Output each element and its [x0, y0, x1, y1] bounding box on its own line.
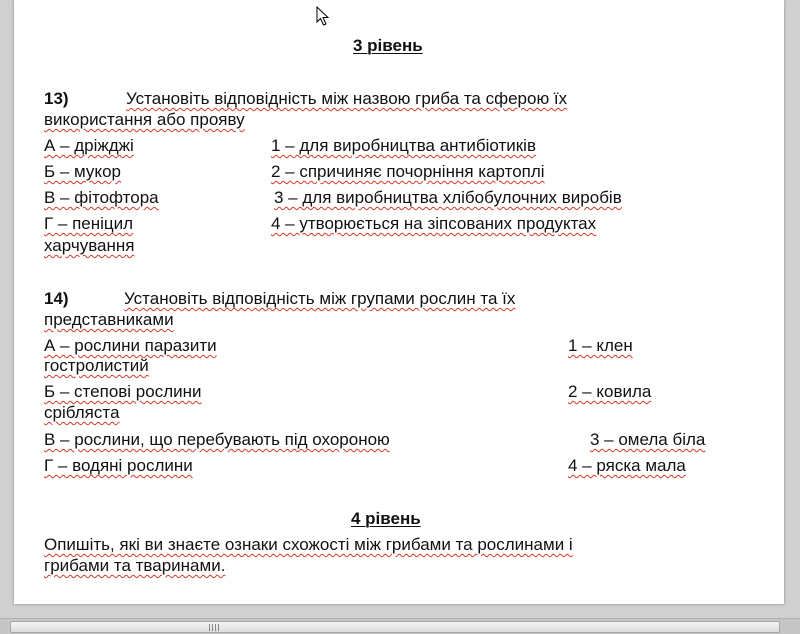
q14-prompt-line1: Установіть відповідність між групами рослин та їх — [124, 289, 516, 308]
q14-prompt-line2: представниками — [44, 310, 174, 329]
q13-left-c: В – фітофтора — [44, 188, 159, 207]
q14-left-a-continuation: гостролистий — [44, 356, 149, 375]
q14-right-4: 4 – ряска мала — [568, 456, 686, 475]
q13-right-4: 4 – утворюється на зіпсованих продуктах — [271, 214, 597, 233]
document-page — [14, 0, 784, 604]
scrollbar-grip-icon — [209, 624, 219, 631]
q13-right-3: 3 – для виробництва хлібобулочних виробів — [274, 188, 622, 207]
mouse-pointer-icon — [316, 6, 330, 26]
q14-left-b: Б – степові рослини — [44, 382, 202, 401]
q14-left-d: Г – водяні рослини — [44, 456, 193, 475]
q13-number: 13) — [44, 89, 69, 108]
q13-right-2: 2 – спричиняє почорніння картоплі — [271, 162, 545, 181]
q13-prompt-line1: Установіть відповідність між назвою гриба та сферою їх — [126, 89, 568, 108]
q13-left-continuation: харчування — [44, 236, 135, 255]
q14-number: 14) — [44, 289, 69, 308]
level4-line2: грибами та тваринами. — [44, 556, 226, 575]
scrollbar-thumb[interactable] — [10, 621, 780, 633]
level4-line1: Опишіть, які ви знаєте ознаки схожості між грибами та рослинами і — [44, 535, 573, 554]
q14-left-a: А – рослини паразити — [44, 336, 217, 355]
q13-right-1: 1 – для виробництва антибіотиків — [271, 136, 536, 155]
q14-right-1: 1 – клен — [568, 336, 633, 355]
q14-left-c: В – рослини, що перебувають під охороною — [44, 430, 390, 449]
q13-prompt-line2: використання або прояву — [44, 110, 245, 129]
q13-left-a: А – дріжджі — [44, 136, 134, 155]
q13-left-d: Г – пеніцил — [44, 214, 134, 233]
level4-heading: 4 рівень — [351, 509, 421, 528]
q14-right-3: 3 – омела біла — [590, 430, 706, 449]
q14-right-2: 2 – ковила — [568, 382, 652, 401]
q13-left-b: Б – мукор — [44, 162, 121, 181]
level3-heading: 3 рівень — [353, 36, 423, 55]
horizontal-scrollbar[interactable] — [0, 618, 800, 634]
q14-left-b-continuation: сріблястa — [44, 403, 120, 422]
